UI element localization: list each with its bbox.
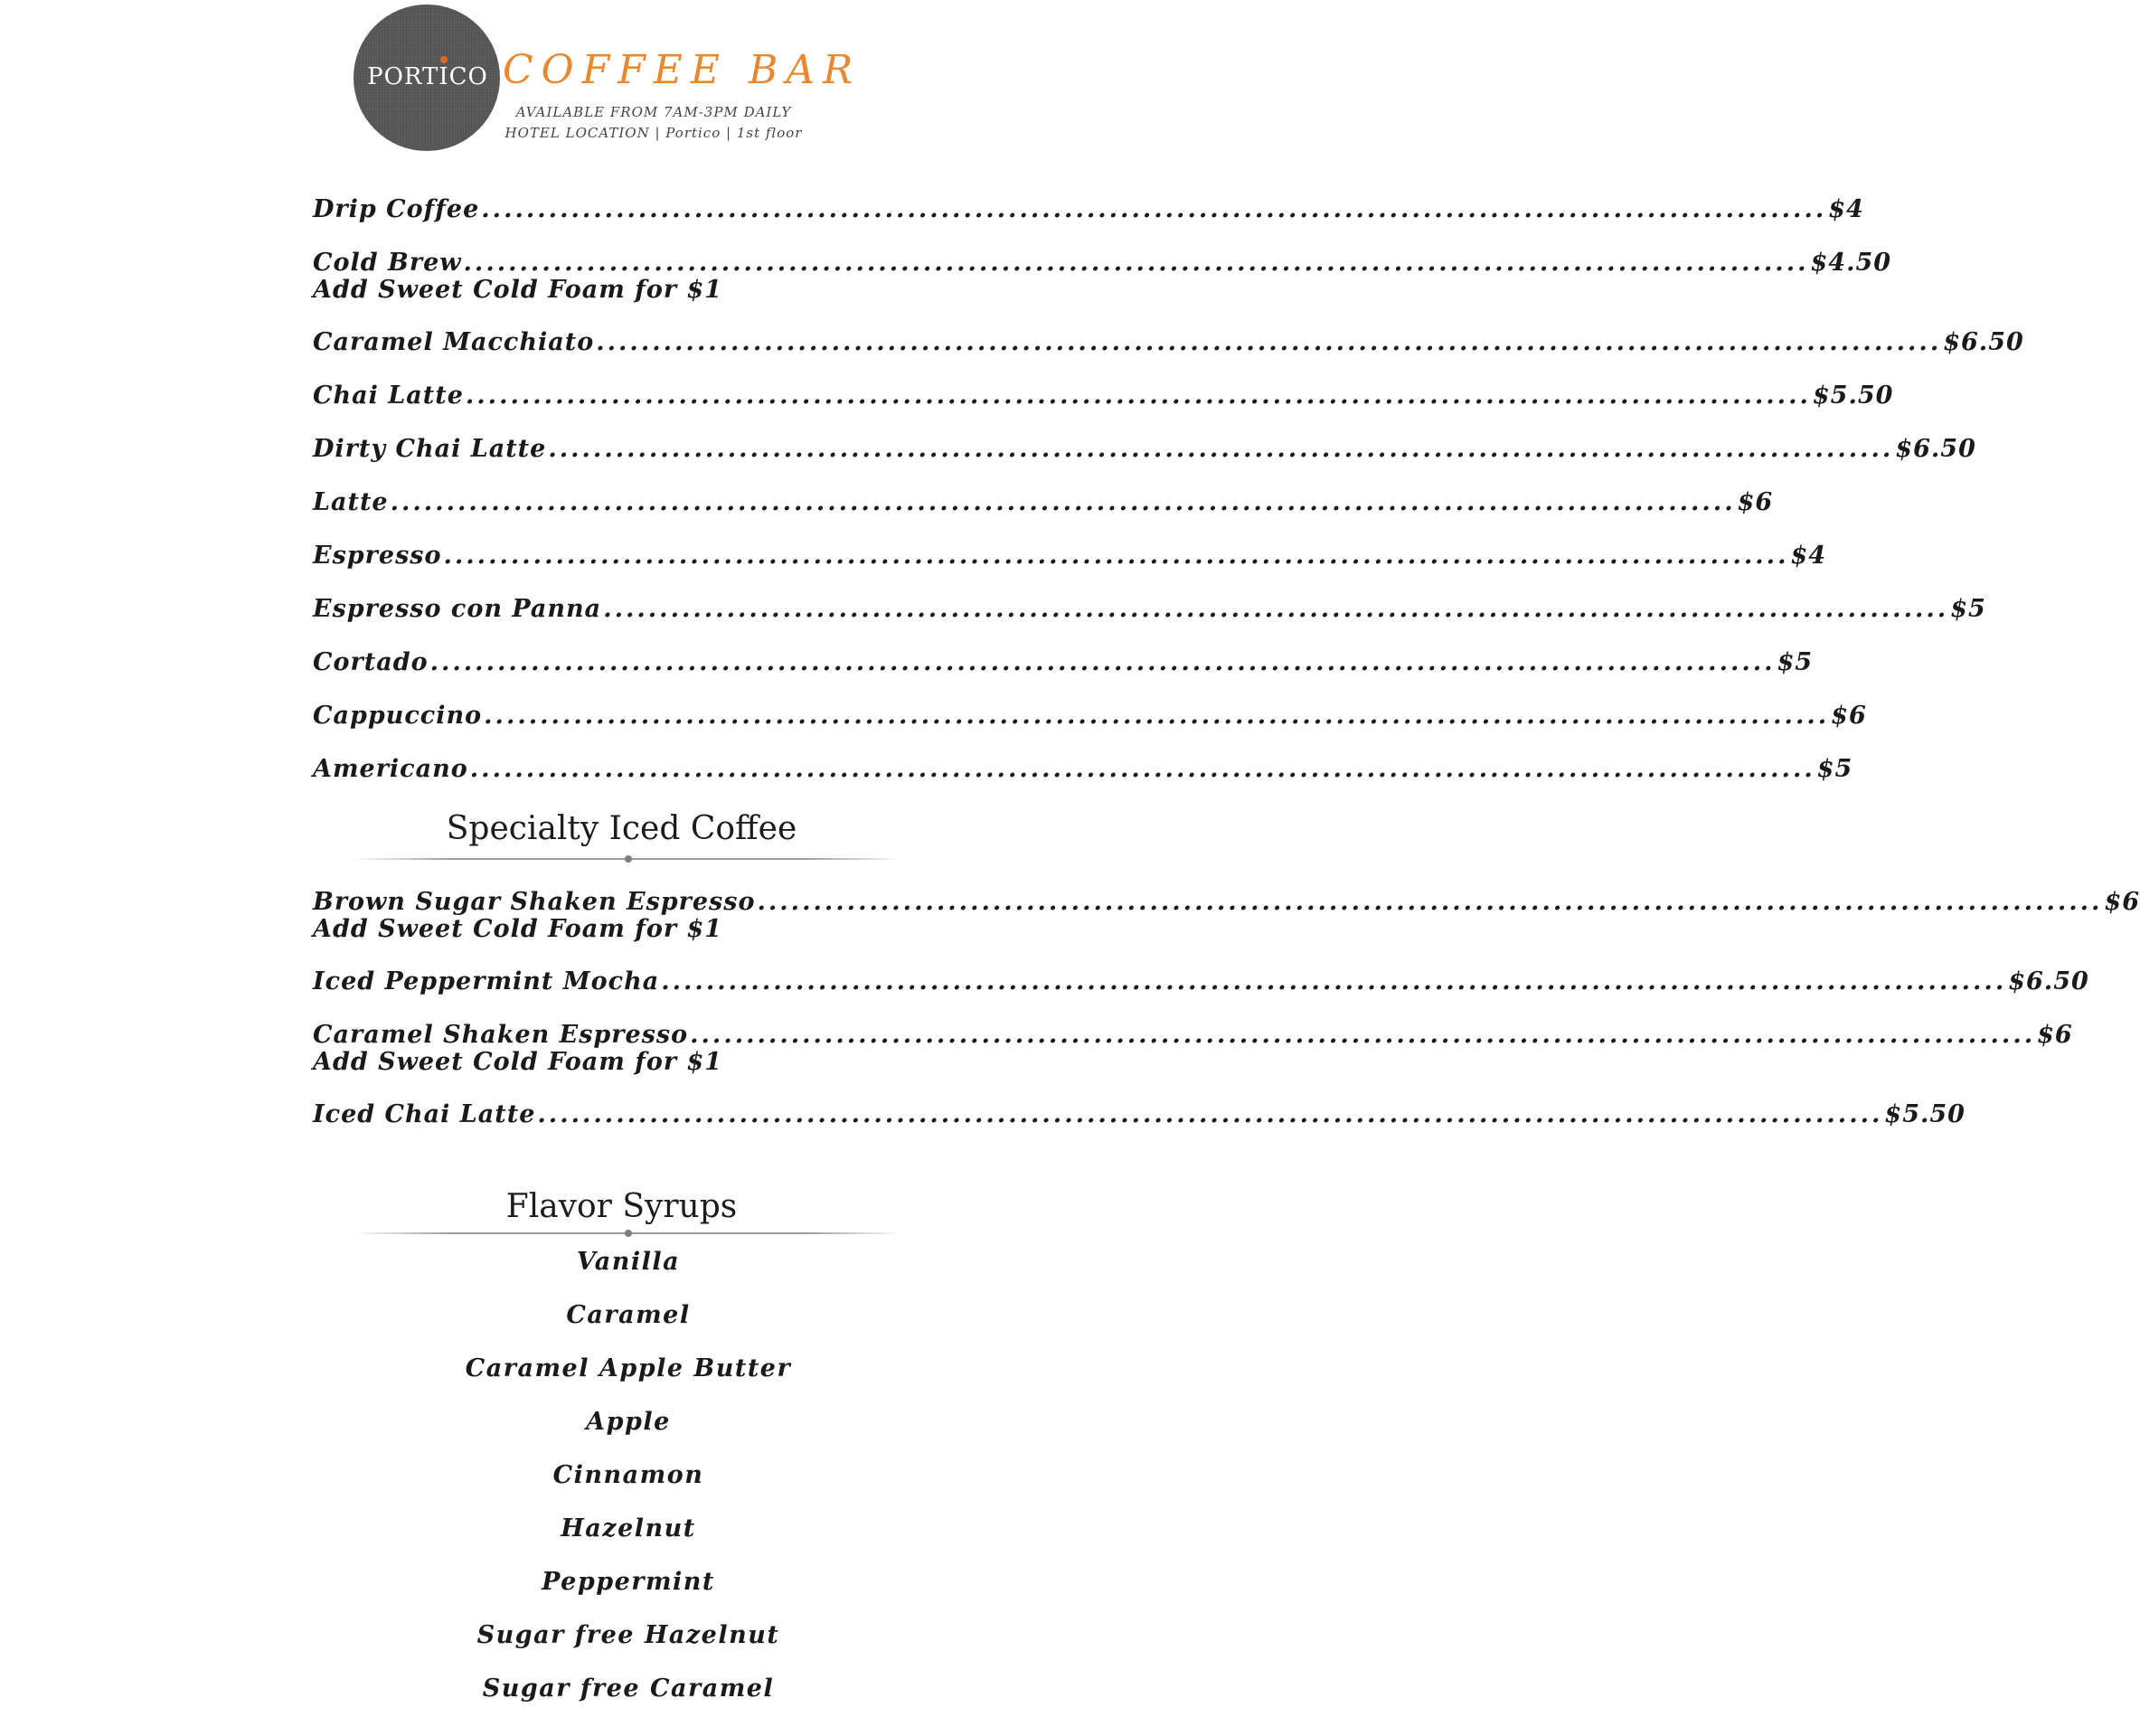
item-name: Cold Brew	[313, 249, 462, 277]
page-title: COFFEE BAR	[503, 47, 862, 93]
item-note: Add Sweet Cold Foam for $1	[313, 915, 723, 943]
item-name: Caramel Shaken Espresso	[313, 1021, 689, 1049]
syrup-item: Sugar free Hazelnut	[476, 1621, 780, 1649]
item-price: $4	[1828, 195, 1864, 223]
leader-dots: ........................................................................................................................	[484, 702, 1830, 730]
item-price: $6.50	[1943, 328, 2024, 356]
syrup-item: Apple	[586, 1408, 671, 1436]
leader-dots: ........................................................................................................................	[465, 382, 1811, 410]
section-title-specialty: Specialty Iced Coffee	[446, 810, 797, 847]
item-price: $6.50	[2008, 967, 2089, 995]
menu-item	[313, 328, 2024, 356]
leader-dots: ........................................................................................................................	[548, 435, 1894, 463]
leader-dots: ........................................................................................................................	[481, 195, 1827, 223]
menu-item	[313, 249, 1892, 304]
item-note: Add Sweet Cold Foam for $1	[313, 276, 723, 304]
availability-text: AVAILABLE FROM 7AM-3PM DAILY	[515, 104, 792, 120]
syrup-item: Vanilla	[576, 1248, 681, 1276]
menu-item	[313, 595, 1986, 623]
item-name: Cortado	[313, 648, 429, 676]
menu-item	[313, 435, 1976, 463]
section-title-syrups: Flavor Syrups	[505, 1188, 738, 1225]
leader-dots: ........................................................................................................................	[443, 542, 1789, 570]
item-price: $5.50	[1884, 1100, 1966, 1128]
item-price: $5	[1777, 648, 1814, 676]
menu-item	[313, 702, 1867, 730]
item-price: $6	[1737, 488, 1774, 516]
item-price: $5	[1950, 595, 1986, 623]
menu-item	[313, 542, 1827, 570]
leader-dots: ........................................................................................................................	[661, 967, 2007, 995]
item-name: Espresso con Panna	[313, 595, 602, 623]
item-name: Caramel Macchiato	[313, 328, 595, 356]
item-price: $4.50	[1810, 249, 1892, 277]
item-name: Latte	[313, 488, 389, 516]
item-name: Iced Chai Latte	[313, 1100, 536, 1128]
logo-text: PORTICO	[367, 63, 488, 90]
menu-item	[313, 1021, 2073, 1076]
menu-item	[313, 648, 1814, 676]
syrup-item: Caramel Apple Butter	[465, 1354, 792, 1382]
item-price: $6	[1831, 702, 1867, 730]
logo-dot-icon	[440, 56, 448, 63]
item-name: Espresso	[313, 542, 442, 570]
leader-dots: ........................................................................................................................	[596, 328, 1942, 356]
item-name: Cappuccino	[313, 702, 483, 730]
syrup-item: Hazelnut	[561, 1514, 696, 1543]
item-name: Americano	[313, 755, 468, 783]
item-price: $6	[2104, 888, 2140, 916]
menu-item	[313, 195, 1864, 223]
item-name: Chai Latte	[313, 382, 464, 410]
item-price: $6	[2037, 1021, 2073, 1049]
divider-dot-icon	[625, 1230, 632, 1237]
leader-dots: ........................................................................................................................	[463, 249, 1809, 277]
syrup-item: Cinnamon	[552, 1461, 704, 1489]
menu-item	[313, 488, 1774, 516]
leader-dots: ........................................................................................................................	[603, 595, 1949, 623]
leader-dots: ........................................................................................................................	[429, 648, 1776, 676]
item-note: Add Sweet Cold Foam for $1	[313, 1048, 723, 1076]
menu-item	[313, 1100, 1966, 1128]
syrup-item: Sugar free Caramel	[482, 1675, 775, 1703]
leader-dots: ........................................................................................................................	[390, 488, 1736, 516]
item-price: $6.50	[1895, 435, 1976, 463]
leader-dots: ........................................................................................................................	[690, 1021, 2036, 1049]
menu-item	[313, 967, 2089, 995]
item-price: $5	[1816, 755, 1853, 783]
item-name: Dirty Chai Latte	[313, 435, 547, 463]
leader-dots: ........................................................................................................................	[757, 888, 2103, 916]
syrup-item: Caramel	[566, 1301, 691, 1329]
item-price: $4	[1790, 542, 1827, 570]
leader-dots: ........................................................................................................................	[537, 1100, 1883, 1128]
divider-dot-icon	[625, 855, 632, 863]
leader-dots: ........................................................................................................................	[469, 755, 1815, 783]
item-name: Drip Coffee	[313, 195, 480, 223]
menu-item	[313, 382, 1894, 410]
menu-item	[313, 755, 1853, 783]
item-price: $5.50	[1812, 382, 1894, 410]
item-name: Iced Peppermint Mocha	[313, 967, 660, 995]
item-name: Brown Sugar Shaken Espresso	[313, 888, 756, 916]
syrup-item: Peppermint	[542, 1568, 715, 1596]
location-text: HOTEL LOCATION | Portico | 1st floor	[504, 125, 803, 141]
menu-item	[313, 888, 2140, 943]
